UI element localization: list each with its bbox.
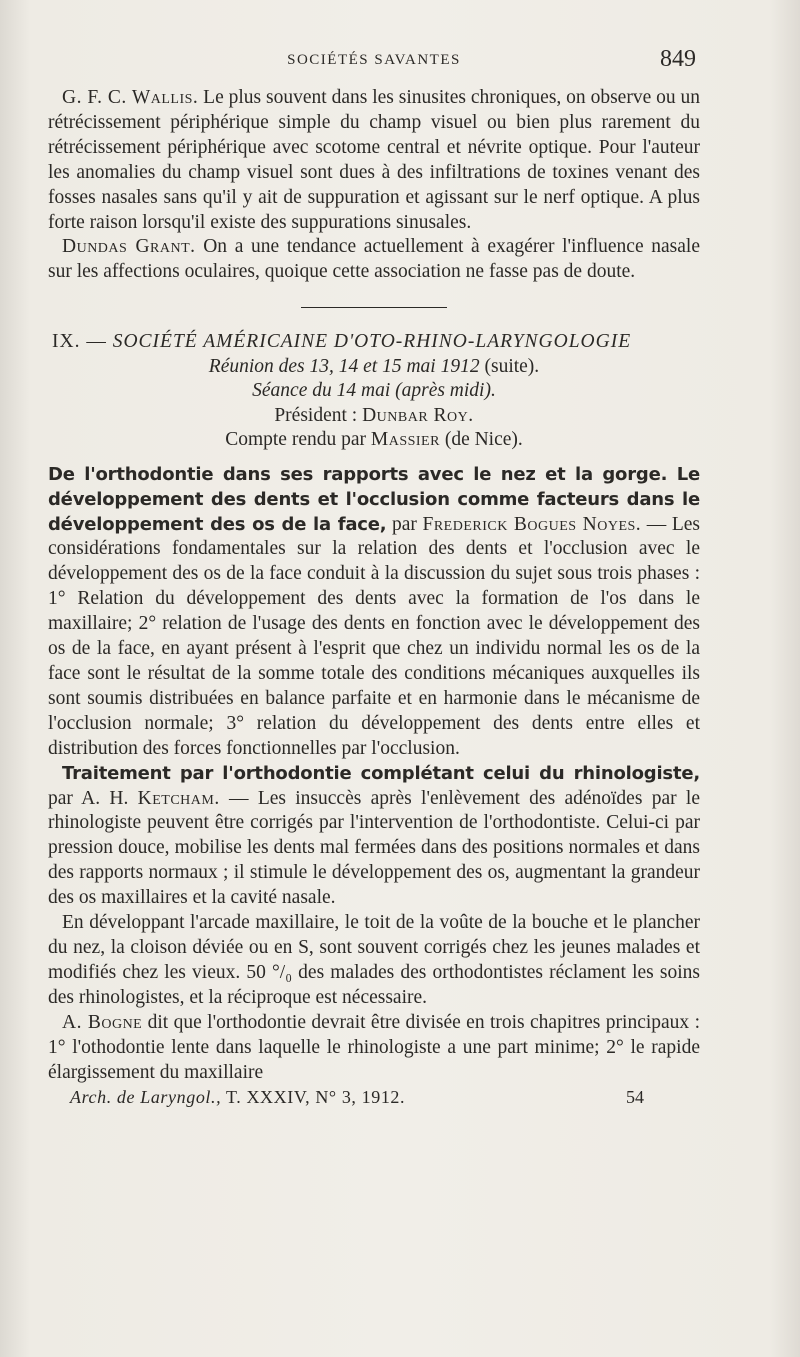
- reporter-name: Massier: [370, 429, 440, 451]
- reporter-label: Compte rendu par: [225, 429, 371, 451]
- society-name: SOCIÉTÉ AMÉRICAINE D'OTO-RHINO-LARYNGOLOGIE: [112, 331, 632, 353]
- paragraph-text: dit que l'orthodontie devrait être divisée en trois chapitres principaux : 1° l'othodontie lente dans laquelle le rhinologiste a une part minime; 2° le rapide élargissement du maxillaire: [48, 1011, 700, 1083]
- reporter-place: (de Nice).: [439, 429, 523, 451]
- author-name: G. F. C. Wallis.: [62, 87, 199, 108]
- running-head: [48, 40, 700, 86]
- signature-mark: 54: [626, 1087, 644, 1108]
- paragraph-noyes: [48, 463, 700, 762]
- section-heading: [48, 330, 700, 453]
- section-title: [48, 330, 700, 355]
- by-text: par A. H.: [48, 787, 138, 809]
- paragraph-grant: [48, 235, 700, 285]
- article-title: De l'orthodontie dans ses rapports avec le nez et la gorge. Le développement des dents et l'occlusion comme facteurs dans le développement des os de la face,: [48, 463, 700, 535]
- meeting-dates: [48, 355, 700, 380]
- president-label: Président :: [274, 404, 363, 426]
- article-title: Traitement par l'orthodontie complétant celui du rhinologiste,: [62, 762, 700, 784]
- author-name: A. Bogne: [62, 1011, 143, 1033]
- author-name: Frederick Bogues Noyes.: [422, 513, 642, 535]
- paragraph-text: — Les considérations fondamentales sur la relation des dents et l'occlusion avec le développement des os de la face conduit à la discussion du sujet sous trois phases : 1° Relation du développement des dents avec la formation de l'os dans le maxillaire; 2° relation de l'usage des dents en fonction avec le développement des os de la face, en ayant présent à l'esprit que chez un individu normal les os de la face sont le résultat de la somme totale des conditions mécaniques auxquelles ils sont soumis distribuées en balance parfaite et en harmonie dans le mécanisme de l'occlusion normale; 3° relation du développement des dents entre elles et distribution des forces fonctionnelles par l'occlusion.: [48, 513, 700, 759]
- meeting-dates-italic: Réunion des 13, 14 et 15 mai 1912: [208, 355, 480, 377]
- paragraph-text: On a une tendance actuellement à exagérer l'influence nasale sur les affections oculaires, quoique cette association ne fasse pas de doute.: [48, 236, 700, 283]
- session-date: Séance du 14 mai (après midi).: [252, 380, 496, 402]
- paragraph-ketcham: [48, 762, 700, 911]
- paragraph-wallis: [48, 86, 700, 235]
- page-number: 849: [660, 46, 696, 72]
- author-name: Ketcham.: [137, 787, 220, 809]
- journal-reference: [70, 1087, 405, 1108]
- by-text: par: [386, 513, 423, 535]
- book-page: [48, 40, 700, 1113]
- author-name: Dundas Grant.: [62, 236, 196, 258]
- section-divider: [301, 307, 447, 308]
- journal-name: Arch. de Laryngol.,: [70, 1087, 222, 1108]
- paragraph-arcade: En développant l'arcade maxillaire, le toit de la voûte de la bouche et le plancher du nez, la cloison déviée ou en S, sont souvent corrigés chez les jeunes malades et modifiés chez les vieux. 50 °/₀ des malades des orthodontistes réclament les soins des rhinologistes, et la réciproque est nécessaire.: [48, 912, 700, 1008]
- reporter-line: [48, 428, 700, 453]
- journal-volume: T. XXXIV, N° 3, 1912.: [221, 1087, 406, 1108]
- president-name: Dunbar Roy.: [362, 404, 474, 426]
- president-line: [48, 404, 700, 429]
- section-number: IX. —: [52, 331, 113, 353]
- paragraph-bogne: [48, 1011, 700, 1086]
- running-title: SOCIÉTÉS SAVANTES: [287, 52, 461, 68]
- page-footer: [48, 1087, 700, 1113]
- meeting-dates-suffix: (suite).: [479, 355, 540, 377]
- paragraph-text: — Les insuccès après l'enlèvement des adénoïdes par le rhinologiste peuvent être corrigés par l'intervention de l'orthodontiste. Celui-ci par pression douce, mobilise les dents mal fermées dans des positions normales et dans des rapports normaux ; il stimule le développement des os, augmentant la grandeur des os maxillaires et la cavité nasale.: [48, 787, 700, 909]
- paragraph-text: Le plus souvent dans les sinusites chroniques, on observe ou un rétrécissement périphérique simple du champ visuel ou bien plus rarement du rétrécissement périphérique avec scotome central et névrite optique. Pour l'auteur les anomalies du champ visuel sont dues à des infiltrations de toxines venant des fosses nasales sans qu'il y ait de suppuration et agissant sur le nerf optique. A plus forte raison lorsqu'il existe des suppurations sinusales.: [48, 87, 701, 233]
